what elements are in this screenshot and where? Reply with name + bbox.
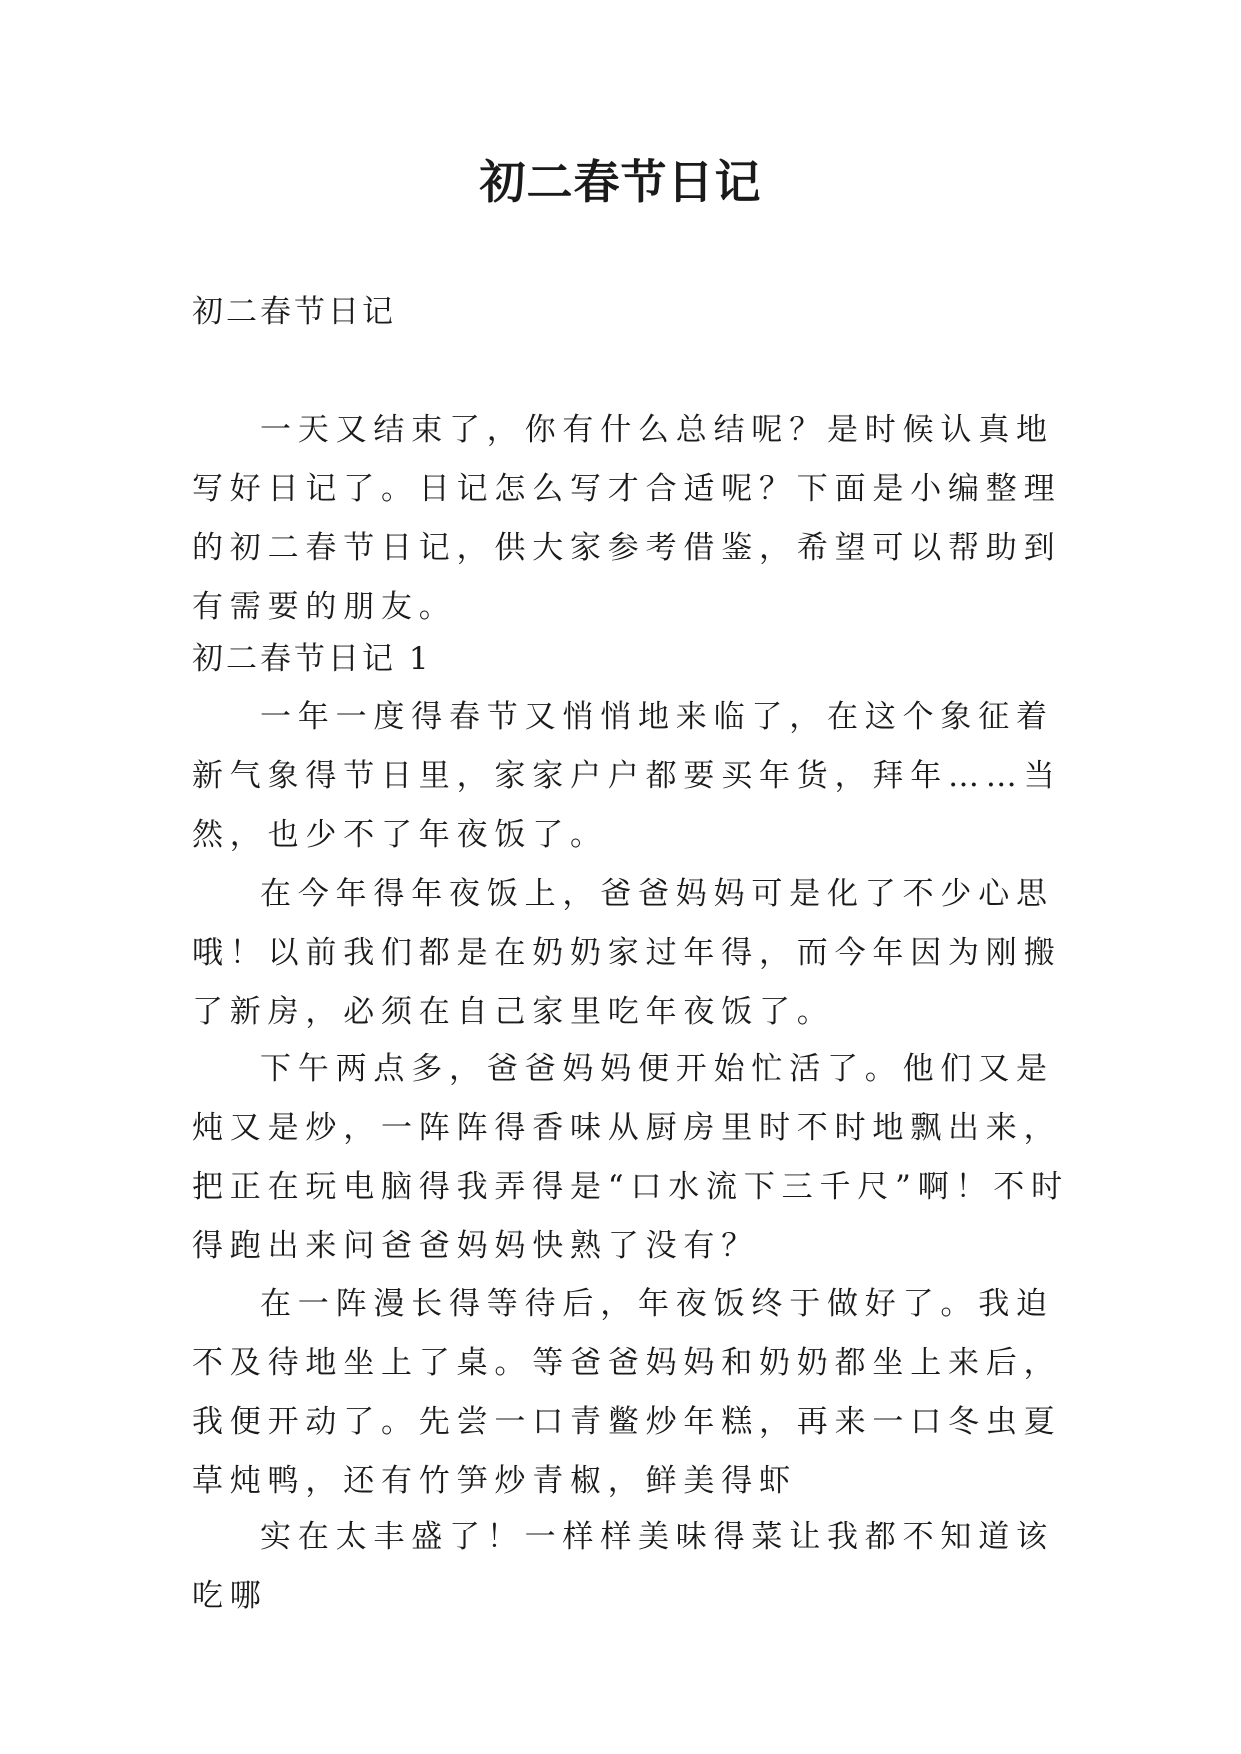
document-title: 初二春节日记 <box>479 155 762 209</box>
body-paragraph: 在今年得年夜饭上，爸爸妈妈可是化了不少心思哦！以前我们都是在奶奶家过年得，而今年因为刚搬了新房，必须在自己家里吃年夜饭了。 <box>192 876 1062 1030</box>
body-paragraph: 在一阵漫长得等待后，年夜饭终于做好了。我迫不及待地坐上了桌。等爸爸妈妈和奶奶都坐上来后，我便开动了。先尝一口青鳖炒年糕，再来一口冬虫夏草炖鸭，还有竹笋炒青椒，鲜美得虾 <box>192 1286 1062 1499</box>
section-heading: 初二春节日记 1 <box>192 641 432 677</box>
body-paragraph: 一年一度得春节又悄悄地来临了，在这个象征着新气象得节日里，家家户户都要买年货，拜年……当然，也少不了年夜饭了。 <box>192 699 1062 853</box>
intro-paragraph: 一天又结束了，你有什么总结呢？是时候认真地写好日记了。日记怎么写才合适呢？下面是小编整理的初二春节日记，供大家参考借鉴，希望可以帮助到有需要的朋友。 <box>192 412 1062 625</box>
body-paragraph: 实在太丰盛了！一样样美味得菜让我都不知道该吃哪 <box>192 1519 1054 1614</box>
body-paragraph: 下午两点多，爸爸妈妈便开始忙活了。他们又是炖又是炒，一阵阵得香味从厨房里时不时地飘出来，把正在玩电脑得我弄得是“口水流下三千尺”啊！不时得跑出来问爸爸妈妈快熟了没有？ <box>192 1051 1069 1264</box>
document-subtitle: 初二春节日记 <box>192 294 396 330</box>
